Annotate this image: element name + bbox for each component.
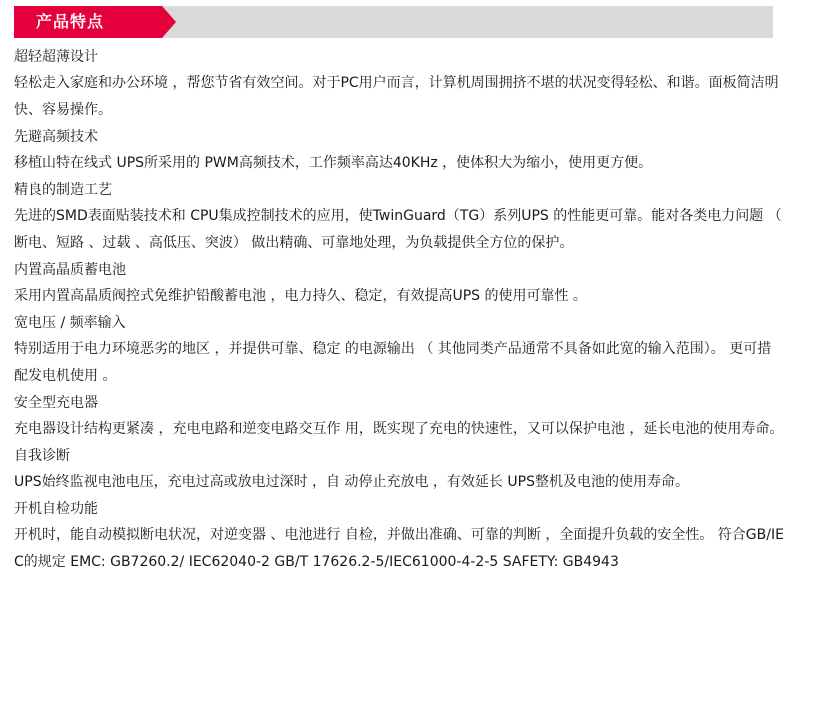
feature-description: 轻松走入家庭和办公环境 ，帮您节省有效空间。对于PC用户而言，计算机周围拥挤不堪的状况变得轻松、和谐。面板简洁明快、容易操作。	[14, 75, 779, 118]
feature-item	[14, 443, 784, 496]
feature-description: UPS始终监视电池电压，充电过高或放电过深时 ，自 动停止充放电 ，有效延长 UPS整机及电池的使用寿命。	[14, 474, 689, 490]
feature-title: 内置高晶质蓄电池	[14, 262, 126, 278]
section-header-tab	[14, 6, 162, 38]
feature-title: 精良的制造工艺	[14, 182, 112, 198]
feature-title: 开机自检功能	[14, 501, 98, 517]
feature-description: 特别适用于电力环境恶劣的地区 ，并提供可靠、稳定 的电源输出 （ 其他同类产品通常不具备如此宽的输入范围）。 更可措配发电机使用 。	[14, 341, 772, 384]
feature-item	[14, 496, 784, 576]
feature-item	[14, 310, 784, 390]
section-header-bar	[14, 6, 773, 38]
feature-title: 宽电压 / 频率输入	[14, 315, 126, 331]
feature-title: 安全型充电器	[14, 395, 98, 411]
feature-item	[14, 390, 784, 443]
feature-description: 先进的SMD表面贴装技术和 CPU集成控制技术的应用，使TwinGuard（TG）系列UPS 的性能更可靠。能对各类电力问题 （ 断电、短路 、过载 、高低压、突波） 做出精确、可靠地处理，为负载提供全方位的保护。	[14, 208, 782, 251]
feature-item	[14, 177, 784, 257]
feature-item	[14, 44, 784, 124]
feature-title: 先避高频技术	[14, 129, 98, 145]
feature-description: 开机时，能自动模拟断电状况，对逆变器 、电池进行 自检，并做出准确、可靠的判断 ，全面提升负载的安全性。 符合GB/IEC的规定 EMC: GB7260.2/ IEC62040-2 GB/T 17626.2-5/IEC61000-4-2-5 SAFETY: GB4943	[14, 527, 784, 570]
feature-description: 采用内置高晶质阀控式免维护铅酸蓄电池 ，电力持久、稳定，有效提高UPS 的使用可靠性 。	[14, 288, 587, 304]
feature-title: 自我诊断	[14, 448, 70, 464]
feature-title: 超轻超薄设计	[14, 49, 98, 65]
feature-item	[14, 124, 784, 177]
feature-description: 移植山特在线式 UPS所采用的 PWM高频技术，工作频率高达40KHz ，使体积大为缩小，使用更方便。	[14, 155, 653, 171]
feature-list	[14, 44, 784, 576]
section-title: 产品特点	[36, 12, 105, 31]
feature-item	[14, 257, 784, 310]
feature-description: 充电器设计结构更紧凑 ，充电电路和逆变电路交互作 用，既实现了充电的快速性，又可以保护电池 ，延长电池的使用寿命。	[14, 421, 784, 437]
